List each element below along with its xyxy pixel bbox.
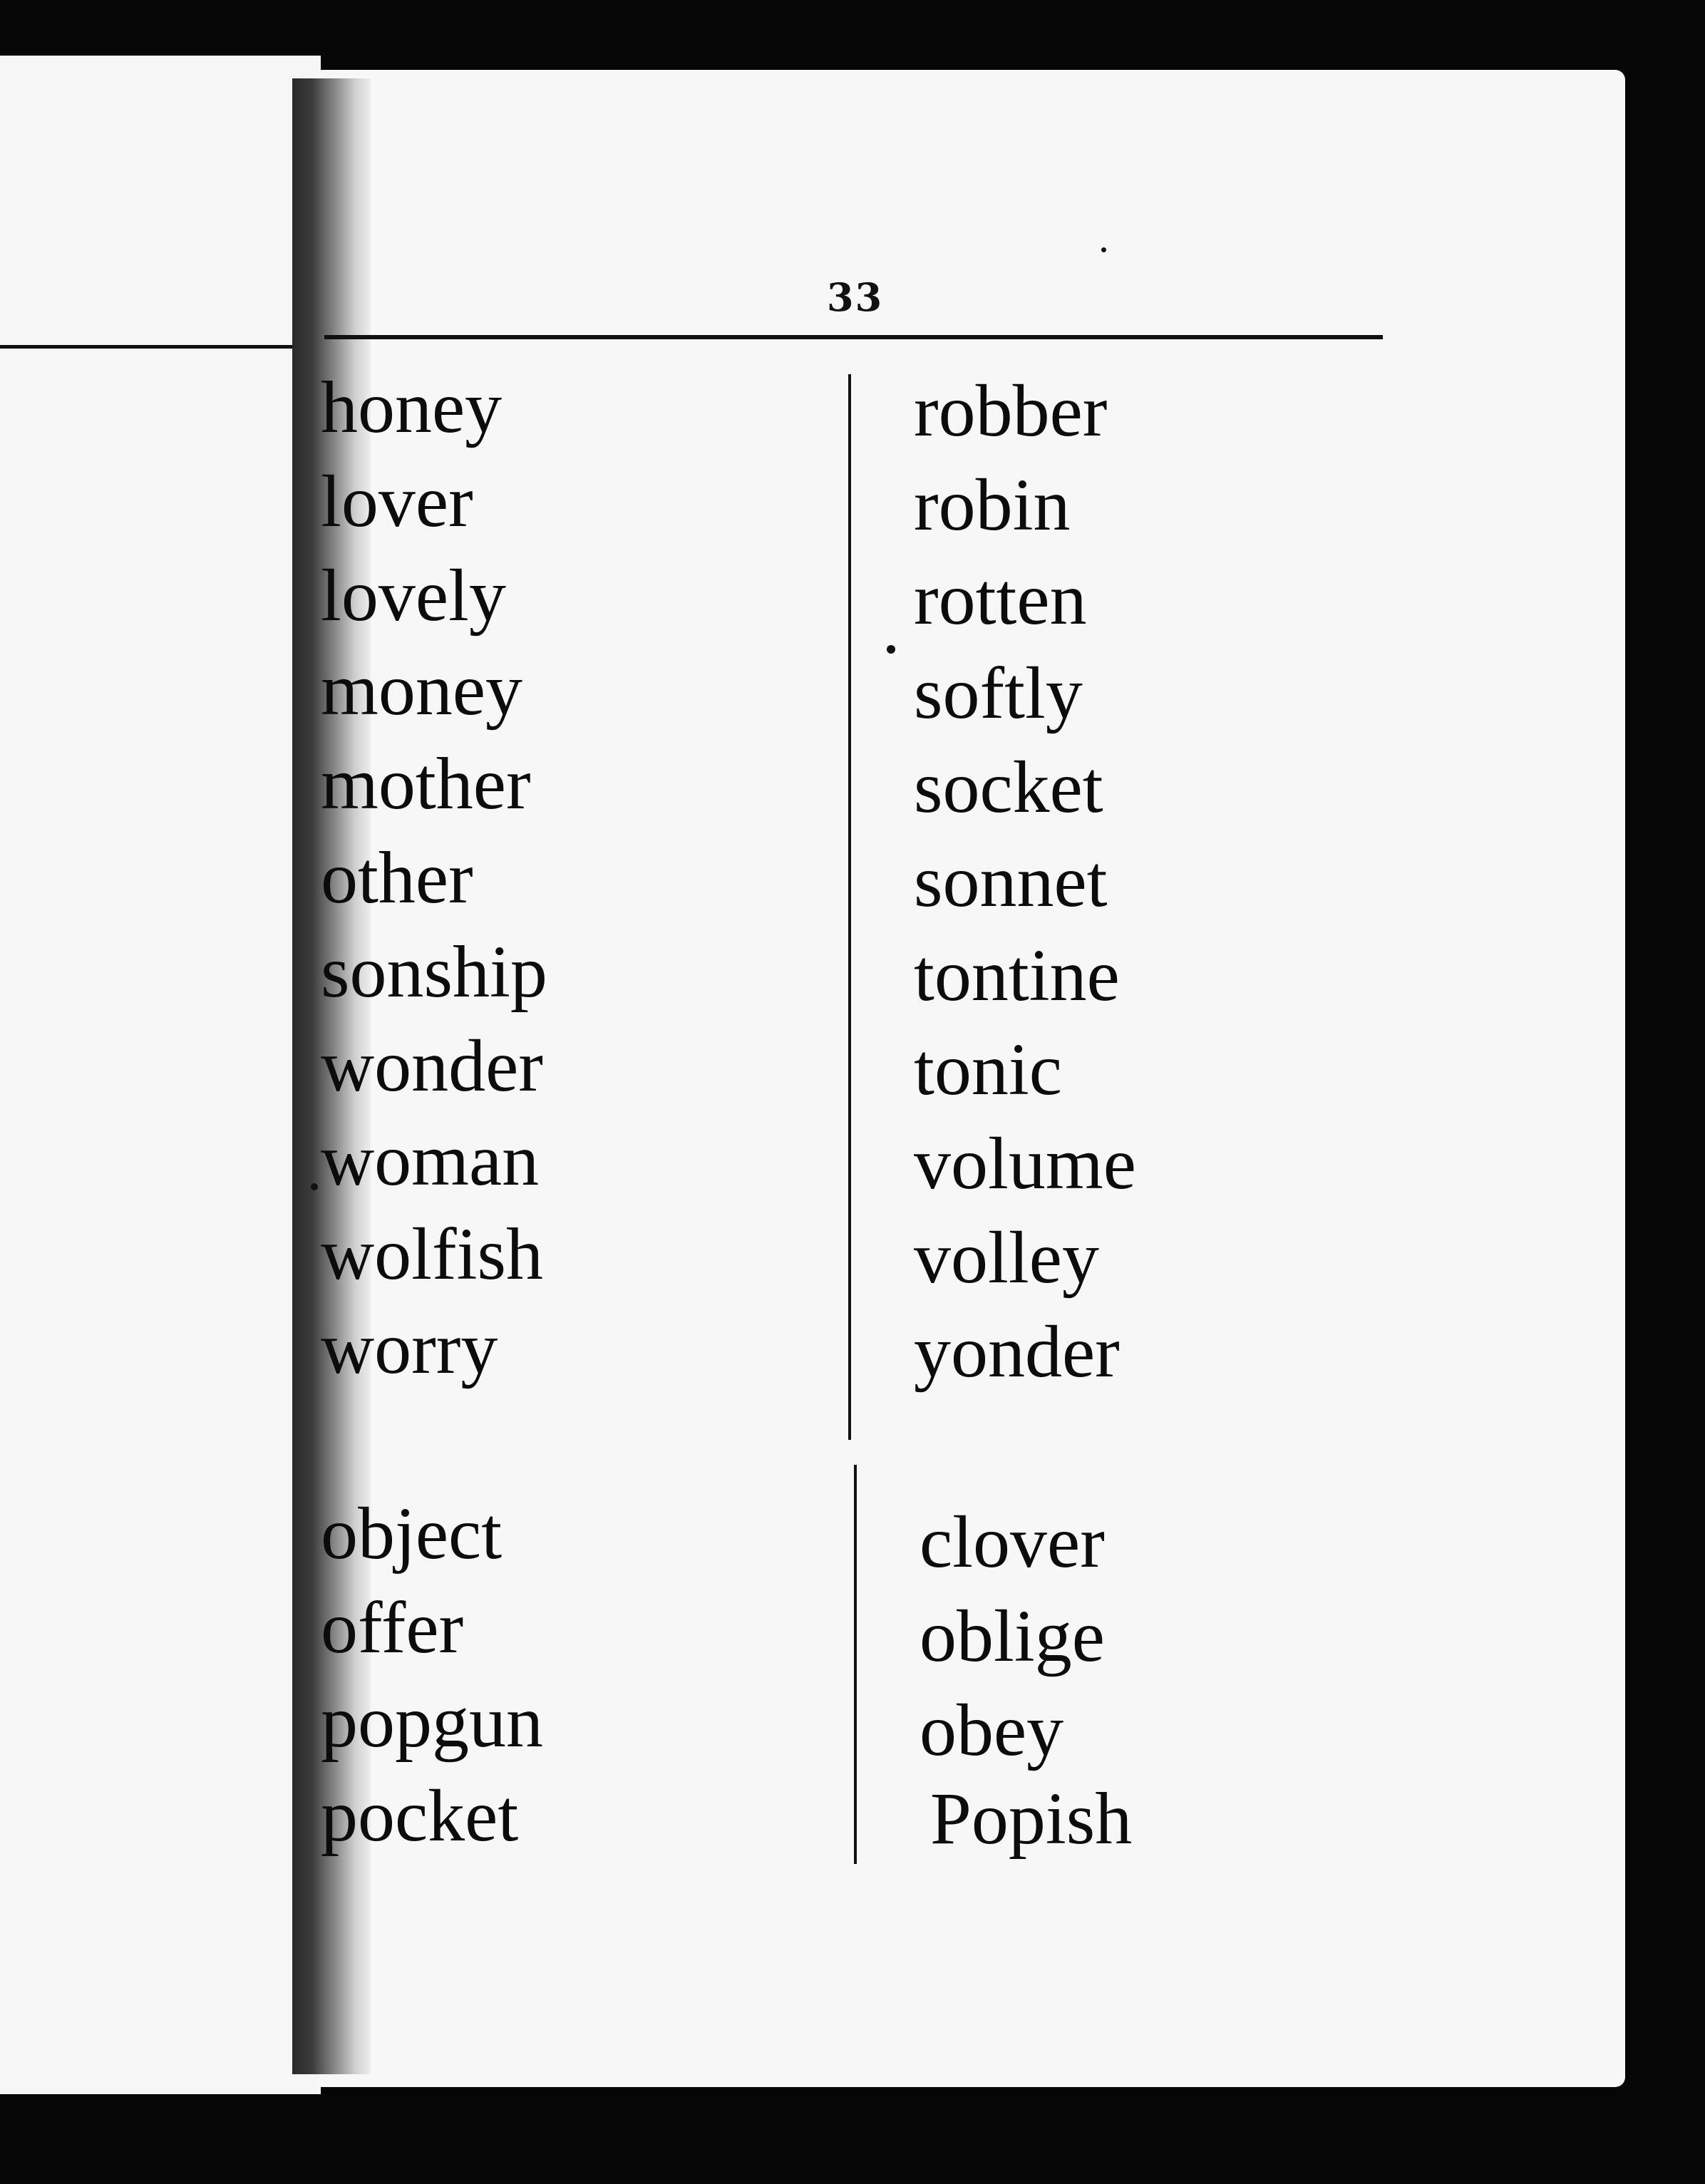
word-left: wolfish xyxy=(321,1213,543,1295)
page-header-rule xyxy=(324,335,1383,339)
word-right: volley xyxy=(914,1217,1099,1299)
word-left: offer xyxy=(321,1587,464,1669)
word-left: popgun xyxy=(321,1681,543,1763)
facing-left-page xyxy=(0,56,321,2094)
word-left: mother xyxy=(321,743,531,825)
word-left: lover xyxy=(321,460,473,542)
word-left: honey xyxy=(321,366,503,448)
word-left: lovely xyxy=(321,555,506,637)
word-right: Popish xyxy=(930,1778,1133,1860)
word-right: clover xyxy=(920,1501,1105,1583)
column-divider-lower xyxy=(854,1465,857,1864)
word-left: sonship xyxy=(321,931,547,1013)
scan-speck xyxy=(887,645,895,654)
word-right: volume xyxy=(914,1123,1136,1205)
word-left: woman xyxy=(321,1119,540,1201)
word-right: obey xyxy=(920,1689,1064,1771)
word-right: socket xyxy=(914,746,1103,828)
word-right: robin xyxy=(914,464,1071,546)
scan-speck xyxy=(311,1183,318,1190)
word-left: wonder xyxy=(321,1025,543,1107)
word-right: oblige xyxy=(920,1595,1105,1677)
word-right: yonder xyxy=(914,1311,1120,1393)
word-right: robber xyxy=(914,370,1108,452)
word-right: rotten xyxy=(914,558,1087,640)
page-number: 33 xyxy=(827,274,884,320)
word-right: tonic xyxy=(914,1029,1062,1111)
word-right: tontine xyxy=(914,934,1120,1016)
left-page-rule xyxy=(0,345,314,349)
word-left: other xyxy=(321,837,473,919)
word-left: pocket xyxy=(321,1775,519,1857)
word-right: sonnet xyxy=(914,840,1108,922)
column-divider-upper xyxy=(848,374,851,1440)
scan-speck xyxy=(1101,247,1106,252)
word-left: worry xyxy=(321,1307,498,1389)
word-left: money xyxy=(321,649,523,731)
word-left: object xyxy=(321,1493,503,1575)
word-right: softly xyxy=(914,652,1083,734)
